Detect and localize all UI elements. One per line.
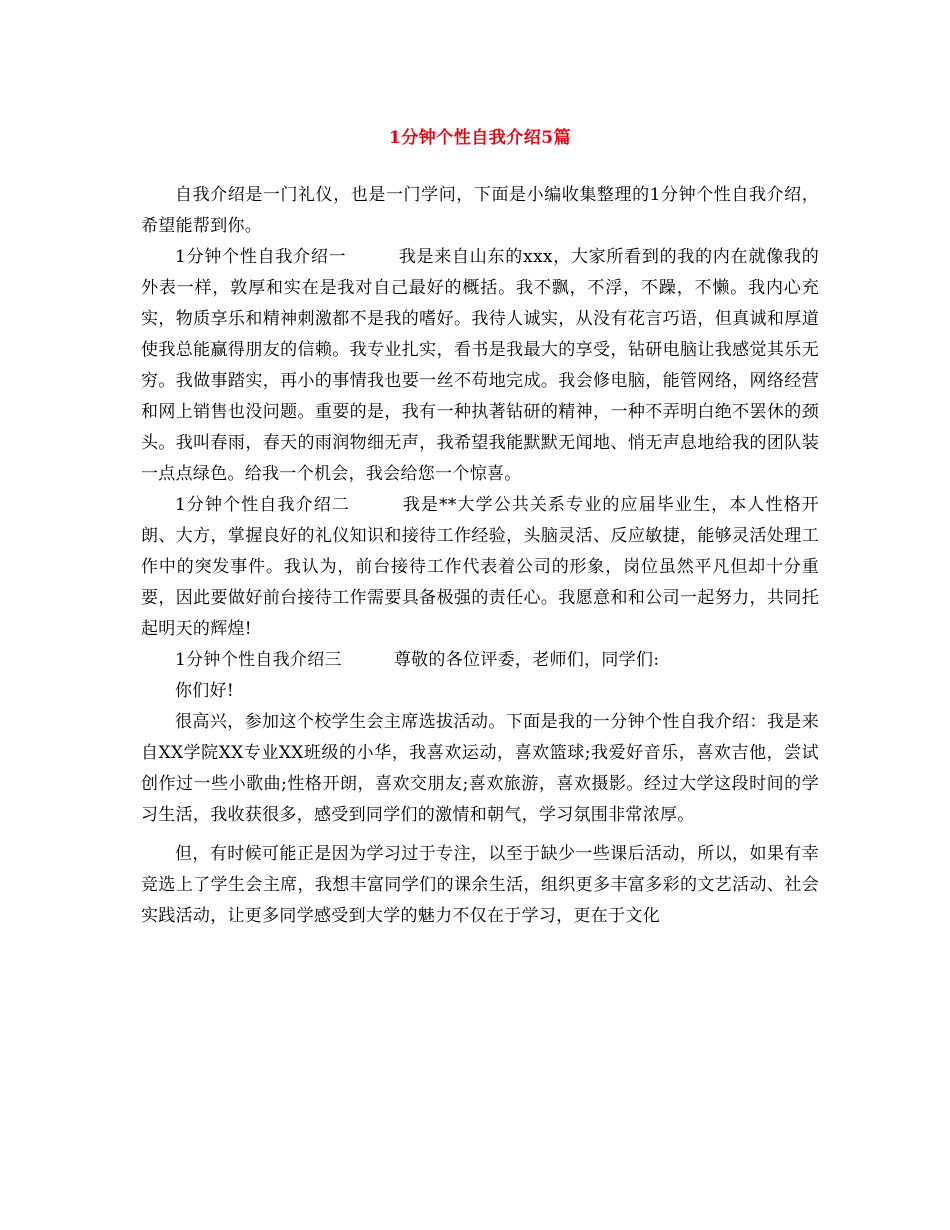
paragraph-text: 但，有时候可能正是因为学习过于专注，以至于缺少一些课后活动，所以，如果有幸竞选上了学生会主席，我想丰富同学们的课余生活，组织更多丰富多彩的文艺活动、社会实践活动，让更多同学感受到大学的魅力不仅在于学习，更在于文化: [141, 844, 819, 926]
intro-paragraph: [141, 180, 819, 242]
document-page: [141, 118, 819, 932]
body-paragraph: [141, 707, 819, 831]
section-two-heading: 1分钟个性自我介绍二: [175, 495, 350, 515]
paragraph-text: 自我介绍是一门礼仪，也是一门学问，下面是小编收集整理的1分钟个性自我介绍，希望能帮到你。: [141, 185, 819, 236]
paragraph-text: 尊敬的各位评委，老师们，同学们:: [393, 650, 660, 670]
section-two-paragraph: [141, 490, 819, 645]
greeting-paragraph: [141, 676, 819, 707]
paragraph-text: 很高兴，参加这个校学生会主席选拔活动。下面是我的一分钟个性自我介绍：我是来自XX学院XX专业XX班级的小华，我喜欢运动，喜欢篮球;我爱好音乐，喜欢吉他，尝试创作过一些小歌曲;性格开朗，喜欢交朋友;喜欢旅游，喜欢摄影。经过大学这段时间的学习生活，我收获很多，感受到同学们的激情和朝气，学习氛围非常浓厚。: [141, 712, 819, 825]
paragraph-text: 你们好!: [175, 681, 235, 701]
section-one-heading: 1分钟个性自我介绍一: [175, 247, 347, 267]
section-three-paragraph: [141, 645, 819, 676]
document-title: 1分钟个性自我介绍5篇: [388, 128, 572, 148]
paragraph-text: 我是**大学公共关系专业的应届毕业生，本人性格开朗、大方，掌握良好的礼仪知识和接待工作经验，头脑灵活、反应敏捷，能够灵活处理工作中的突发事件。我认为，前台接待工作代表着公司的形象，岗位虽然平凡但却十分重要，因此要做好前台接待工作需要具备极强的责任心。我愿意和和公司一起努力，共同托起明天的辉煌!: [141, 495, 819, 639]
paragraph-text: 我是来自山东的xxx，大家所看到的我的内在就像我的外表一样，敦厚和实在是我对自己最好的概括。我不飘，不浮，不躁，不懒。我内心充实，物质享乐和精神刺激都不是我的嗜好。我待人诚实，从没有花言巧语，但真诚和厚道使我总能赢得朋友的信赖。我专业扎实，看书是我最大的享受，钻研电脑让我感觉其乐无穷。我做事踏实，再小的事情我也要一丝不苟地完成。我会修电脑，能管网络，网络经营和网上销售也没问题。重要的是，我有一种执著钻研的精神，一种不弄明白绝不罢休的颈头。我叫春雨，春天的雨润物细无声，我希望我能默默无闻地、悄无声息地给我的团队装一点点绿色。给我一个机会，我会给您一个惊喜。: [141, 247, 819, 484]
section-one-paragraph: [141, 242, 819, 490]
body-paragraph: [141, 839, 819, 932]
section-three-heading: 1分钟个性自我介绍三: [175, 650, 342, 670]
